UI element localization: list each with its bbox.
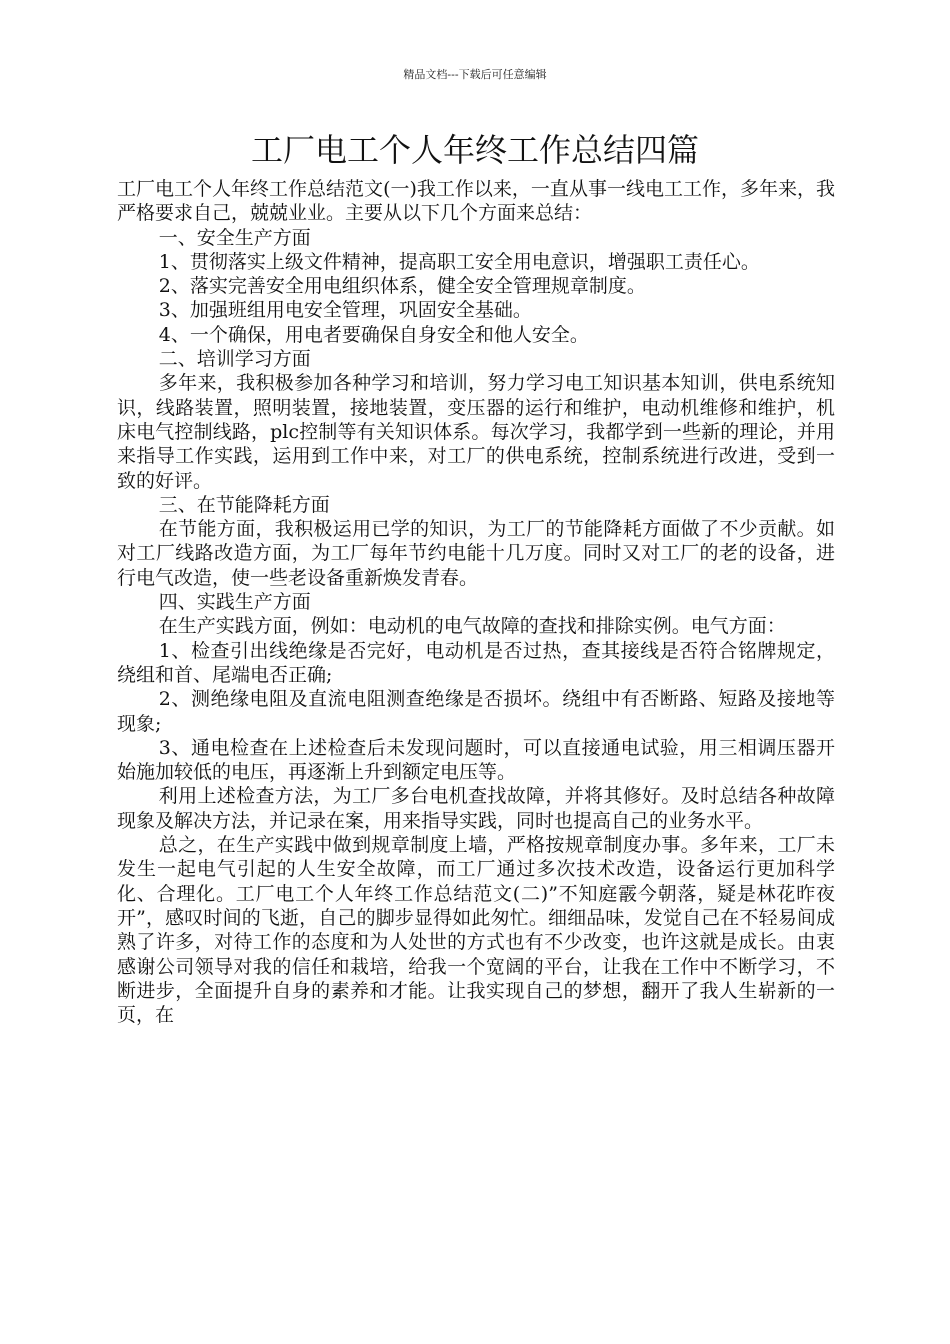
body-paragraph: 利用上述检查方法，为工厂多台电机查找故障，并将其修好。及时总结各种故障现象及解决方法，并记录在案，用来指导实践，同时也提高自己的业务水平。: [117, 785, 835, 832]
body-paragraph: 2、落实完善安全用电组织体系，健全安全管理规章制度。: [158, 275, 646, 298]
body-paragraph: 多年来，我积极参加各种学习和培训，努力学习电工知识基本知训，供电系统知识，线路装置，照明装置，接地装置，变压器的运行和维护，电动机维修和维护，机床电气控制线路，plc控制等有关知识体系。每次学习，我都学到一些新的理论，并用来指导工作实践，运用到工作中来，对工厂的供电系统，控制系统进行改进，受到一致的好评。: [117, 372, 835, 492]
section-heading: 二、培训学习方面: [158, 348, 311, 371]
body-paragraph: 3、加强班组用电安全管理，巩固安全基础。: [158, 299, 532, 322]
body-paragraph: 1、贯彻落实上级文件精神，提高职工安全用电意识，增强职工责任心。: [158, 250, 760, 273]
body-paragraph: 在节能方面，我积极运用已学的知识，为工厂的节能降耗方面做了不少贡献。如对工厂线路改造方面，为工厂每年节约电能十几万度。同时又对工厂的老的设备，进行电气改造，使一些老设备重新焕发青春。: [117, 518, 835, 589]
body-paragraph: 在生产实践方面，例如：电动机的电气故障的查找和排除实例。电气方面：: [158, 615, 786, 638]
body-paragraph: 4、一个确保，用电者要确保自身安全和他人安全。: [158, 323, 589, 346]
body-paragraph: 工厂电工个人年终工作总结范文(一)我工作以来，一直从事一线电工工作，多年来，我严格要求自己，兢兢业业。主要从以下几个方面来总结：: [117, 178, 835, 225]
document-title: 工厂电工个人年终工作总结四篇: [250, 131, 699, 169]
body-paragraph: 3、通电检查在上述检查后未发现问题时，可以直接通电试验，用三相调压器开始施加较低的电压，再逐渐上升到额定电压等。: [117, 736, 835, 784]
section-heading: 三、在节能降耗方面: [158, 493, 330, 516]
body-paragraph: 2、测绝缘电阻及直流电阻测查绝缘是否损坏。绕组中有否断路、短路及接地等现象;: [117, 688, 835, 735]
body-paragraph: 1、检查引出线绝缘是否完好，电动机是否过热，查其接线是否符合铭牌规定，绕组和首、尾端电否正确;: [117, 639, 835, 686]
section-heading: 四、实践生产方面: [158, 591, 311, 614]
document-body: [117, 177, 835, 1027]
body-paragraph: 总之，在生产实践中做到规章制度上墙，严格按规章制度办事。多年来，工厂未发生一起电气引起的人生安全故障，而工厂通过多次技术改造，设备运行更加科学化、合理化。工厂电工个人年终工作总结范文(二)”不知庭霰今朝落，疑是林花昨夜开”，感叹时间的飞逝，自己的脚步显得如此匆忙。细细品味，发觉自己在不轻易间成熟了许多，对待工作的态度和为人处世的方式也有不少改变，也许这就是成长。由衷感谢公司领导对我的信任和栽培，给我一个宽阔的平台，让我在工作中不断学习，不断进步，全面提升自身的素养和才能。让我实现自己的梦想，翻开了我人生崭新的一页，在: [117, 834, 835, 1027]
page-header-note: 精品文档---下载后可任意编辑: [403, 68, 547, 81]
section-heading: 一、安全生产方面: [158, 226, 311, 249]
